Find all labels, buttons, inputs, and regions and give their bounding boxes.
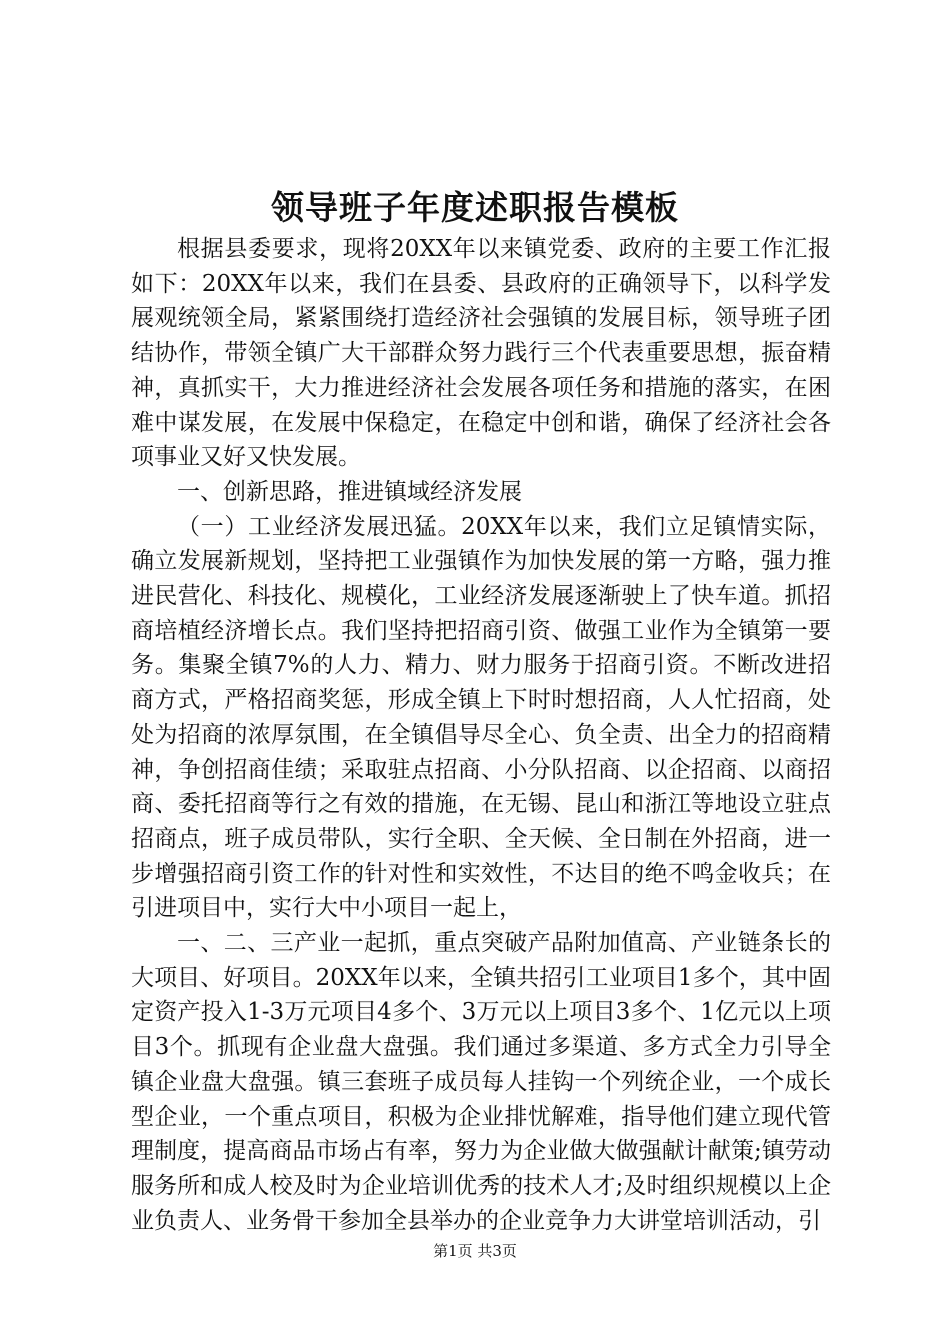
- projects-paragraph: 一、二、三产业一起抓，重点突破产品附加值高、产业链条长的大项目、好项目。20XX年以来，全镇共招引工业项目1多个，其中固定资产投入1-3万元项目4多个、3万元以上项目3多个、1亿元以上项目3个。抓现有企业盘大盘强。我们通过多渠道、多方式全力引导全镇企业盘大盘强。镇三套班子成员每人挂钩一个列统企业，一个成长型企业，一个重点项目，积极为企业排忧解难，指导他们建立现代管理制度，提高商品市场占有率，努力为企业做大做强献计献策;镇劳动服务所和成人校及时为企业培训优秀的技术人才;及时组织规模以上企业负责人、业务骨干参加全县举办的企业竞争力大讲堂培训活动，引: [131, 930, 831, 1234]
- industry-paragraph: （一）工业经济发展迅猛。20XX年以来，我们立足镇情实际，确立发展新规划，坚持把工业强镇作为加快发展的第一方略，强力推进民营化、科技化、规模化，工业经济发展逐渐驶上了快车道。抓招商培植经济增长点。我们坚持把招商引资、做强工业作为全镇第一要务。集聚全镇7%的人力、精力、财力服务于招商引资。不断改进招商方式，严格招商奖惩，形成全镇上下时时想招商，人人忙招商，处处为招商的浓厚氛围，在全镇倡导尽全心、负全责、出全力的招商精神，争创招商佳绩；采取驻点招商、小分队招商、以企招商、以商招商、委托招商等行之有效的措施，在无锡、昆山和浙江等地设立驻点招商点，班子成员带队，实行全职、全天候、全日制在外招商，进一步增强招商引资工作的针对性和实效性，不达目的绝不鸣金收兵；在引进项目中，实行大中小项目一起上，: [131, 513, 831, 922]
- document-title: 领导班子年度述职报告模板: [271, 188, 679, 227]
- page-number: 第1页 共3页: [433, 1242, 517, 1260]
- intro-paragraph: 根据县委要求，现将20XX年以来镇党委、政府的主要工作汇报如下：20XX年以来，我们在县委、县政府的正确领导下，以科学发展观统领全局，紧紧围绕打造经济社会强镇的发展目标，领导班子团结协作，带领全镇广大干部群众努力践行三个代表重要思想，振奋精神，真抓实干，大力推进经济社会发展各项任务和措施的落实，在困难中谋发展，在发展中保稳定，在稳定中创和谐，确保了经济社会各项事业又好又快发展。: [131, 236, 831, 471]
- document-body: [131, 232, 831, 1238]
- section-heading: 一、创新思路，推进镇域经济发展: [177, 478, 522, 505]
